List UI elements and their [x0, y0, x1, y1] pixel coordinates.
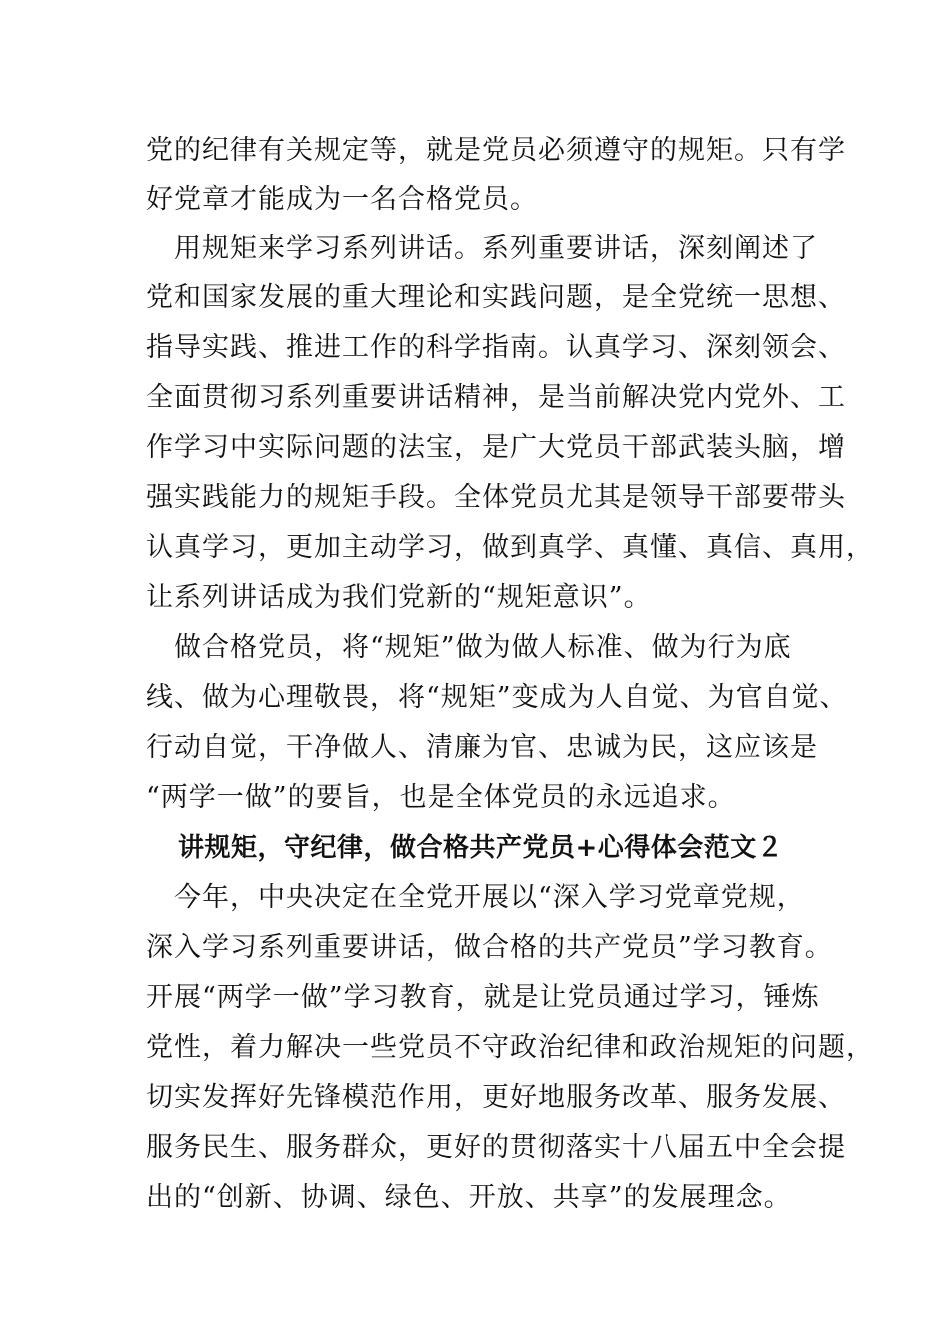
- paragraph-line: 今年，中央决定在全党开展以“深入学习党章党规，: [146, 882, 805, 913]
- section-heading: 讲规矩，守纪律，做合格共产党员+心得体会范文２: [178, 833, 784, 863]
- paragraph-line: 作学习中实际问题的法宝，是广大党员干部武装头脑，增: [146, 432, 846, 463]
- paragraph-line: 用规矩来学习系列讲话。系列重要讲话，深刻阐述了: [146, 233, 818, 264]
- paragraph-line: 切实发挥好先锋模范作用，更好地服务改革、服务发展、: [146, 1082, 846, 1113]
- paragraph-line: 深入学习系列重要讲话，做合格的共产党员”学习教育。: [146, 932, 833, 963]
- paragraph-line: 开展“两学一做”学习教育，就是让党员通过学习，锤炼: [146, 982, 820, 1013]
- paragraph-line: 让系列讲话成为我们党新的“规矩意识”。: [146, 582, 652, 613]
- paragraph-line: 出的“创新、协调、绿色、开放、共享”的发展理念。: [146, 1182, 792, 1213]
- paragraph-line: 做合格党员，将“规矩”做为做人标准、做为行为底: [146, 632, 792, 663]
- paragraph-line: 党的纪律有关规定等，就是党员必须遵守的规矩。只有学: [146, 135, 846, 166]
- paragraph-line: 党性，着力解决一些党员不守政治纪律和政治规矩的问题，: [146, 1032, 874, 1063]
- paragraph-line: “两学一做”的要旨，也是全体党员的永远追求。: [146, 782, 736, 813]
- paragraph-line: 党和国家发展的重大理论和实践问题，是全党统一思想、: [146, 282, 846, 313]
- paragraph-line: 行动自觉，干净做人、清廉为官、忠诚为民，这应该是: [146, 732, 818, 763]
- paragraph-line: 强实践能力的规矩手段。全体党员尤其是领导干部要带头: [146, 482, 846, 513]
- paragraph-line: 全面贯彻习系列重要讲话精神，是当前解决党内党外、工: [146, 382, 846, 413]
- paragraph-line: 好党章才能成为一名合格党员。: [146, 184, 538, 215]
- paragraph-line: 指导实践、推进工作的科学指南。认真学习、深刻领会、: [146, 332, 846, 363]
- paragraph-line: 线、做为心理敬畏，将“规矩”变成为人自觉、为官自觉、: [146, 682, 848, 713]
- paragraph-line: 服务民生、服务群众，更好的贯彻落实十八届五中全会提: [146, 1132, 846, 1163]
- paragraph-line: 认真学习，更加主动学习，做到真学、真懂、真信、真用，: [146, 532, 874, 563]
